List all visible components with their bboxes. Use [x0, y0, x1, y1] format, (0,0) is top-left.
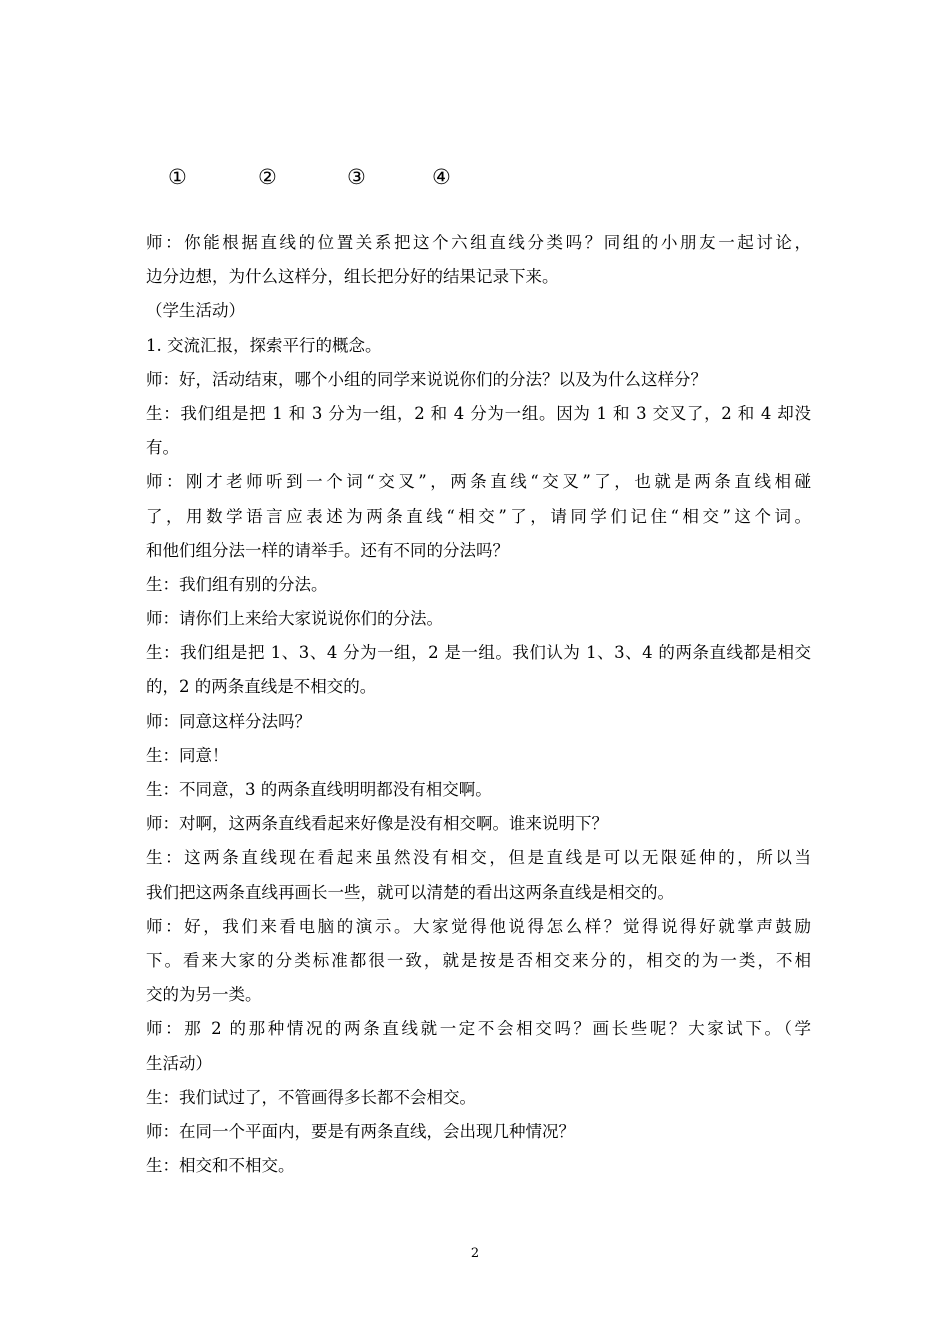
- figure-labels: [0, 162, 950, 192]
- text-line: 生：相交和不相交。: [146, 1156, 295, 1176]
- text-line: 师：好，我们来看电脑的演示。大家觉得他说得怎么样？觉得说得好就掌声鼓励: [146, 916, 811, 936]
- text-line: 了，用数学语言应表述为两条直线“相交”了，请同学们记住“相交”这个词。: [146, 506, 811, 526]
- figure-label-1: ①: [168, 165, 187, 189]
- text-line: 交的为另一类。: [146, 985, 262, 1005]
- text-line: 生：我们组有别的分法。: [146, 574, 328, 594]
- text-line: 下。看来大家的分类标准都很一致，就是按是否相交来分的，相交的为一类，不相: [146, 950, 811, 970]
- text-line: 和他们组分法一样的请举手。还有不同的分法吗？: [146, 540, 509, 560]
- text-line: 师：你能根据直线的位置关系把这个六组直线分类吗？同组的小朋友一起讨论，: [146, 233, 811, 252]
- text-line: 师：同意这样分法吗？: [146, 711, 311, 731]
- page-number: 2: [470, 1246, 480, 1261]
- text-line: 生：我们试过了，不管画得多长都不会相交。: [146, 1087, 476, 1107]
- text-line: 生：不同意，3 的两条直线明明都没有相交啊。: [146, 780, 492, 799]
- text-line: 生活动）: [146, 1053, 212, 1073]
- text-line: 生：同意！: [146, 745, 229, 765]
- figure-label-3: ③: [347, 165, 366, 189]
- text-line: 师：对啊，这两条直线看起来好像是没有相交啊。谁来说明下？: [146, 814, 608, 834]
- text-line: 师：好，活动结束，哪个小组的同学来说说你们的分法？以及为什么这样分？: [146, 369, 707, 389]
- text-line: 生：这两条直线现在看起来虽然没有相交，但是直线是可以无限延伸的，所以当: [146, 848, 811, 868]
- figure-label-2: ②: [258, 165, 277, 189]
- text-line: 师：刚才老师听到一个词“交叉”，两条直线“交叉”了，也就是两条直线相碰: [146, 472, 811, 492]
- text-line: 边分边想，为什么这样分，组长把分好的结果记录下来。: [146, 267, 559, 287]
- text-line: 师：那 2 的那种情况的两条直线就一定不会相交吗？画长些呢？大家试下。（学: [146, 1019, 811, 1039]
- text-line: 的，2 的两条直线是不相交的。: [146, 677, 377, 697]
- document-body: [146, 226, 811, 1183]
- figure-label-4: ④: [432, 165, 451, 189]
- text-line: 生：我们组是把 1、3、4 分为一组，2 是一组。我们认为 1、3、4 的两条直线都是相交: [146, 643, 811, 663]
- text-line: （学生活动）: [146, 301, 245, 321]
- text-line: 1. 交流汇报，探索平行的概念。: [146, 335, 382, 355]
- text-line: 师：在同一个平面内，要是有两条直线，会出现几种情况？: [146, 1121, 575, 1141]
- text-line: 我们把这两条直线再画长一些，就可以清楚的看出这两条直线是相交的。: [146, 882, 674, 902]
- text-line: 生：我们组是把 1 和 3 分为一组，2 和 4 分为一组。因为 1 和 3 交叉了，2 和 4 却没: [146, 403, 811, 423]
- text-line: 有。: [146, 438, 179, 458]
- text-line: 师：请你们上来给大家说说你们的分法。: [146, 609, 443, 629]
